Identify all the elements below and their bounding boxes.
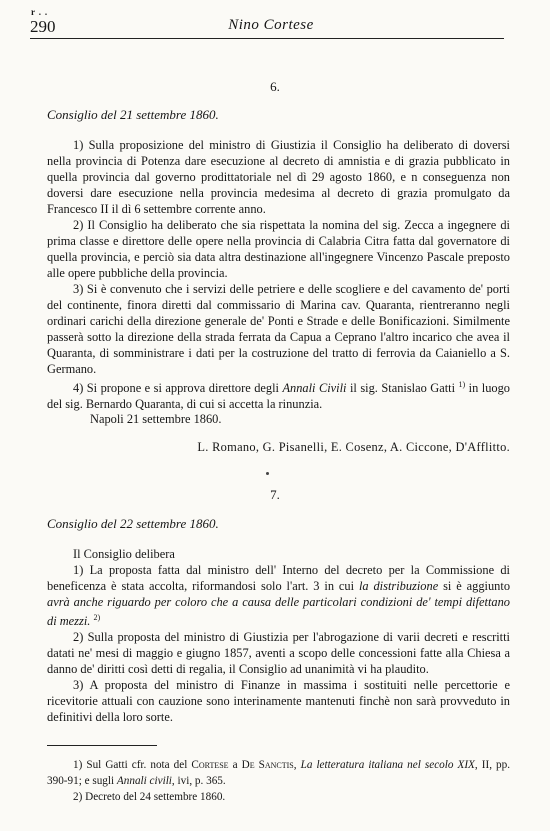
author-name: Cortese — [191, 759, 229, 771]
page-header — [30, 7, 512, 40]
paragraph-7-2: 2) Sulla proposta del ministro di Giustizia per l'abrogazione di varii decreti e rescritti datati ne' mesi di maggio e giugno 1857, aventi a scopo delle concessioni fatte alla Chiesa a danno de' diritti così detti di regalia, il Consiglio ad unanimità vi ha plaudito. — [47, 630, 510, 677]
printer-mark: r . . — [31, 7, 49, 17]
italic-run: avrà anche riguardo per coloro che a causa delle particolari condizioni de' tempi difettano di mezzi. — [47, 595, 510, 629]
separator-dot — [266, 472, 269, 475]
page-number: 290 — [30, 17, 56, 36]
text-run: il sig. Stanislao Gatti — [346, 381, 459, 396]
text-run: si è aggiunto — [438, 579, 511, 593]
text-run: , — [293, 759, 301, 771]
place-date: Napoli 21 settembre 1860. — [90, 412, 222, 426]
section-number-6: 6. — [270, 79, 280, 94]
intro-line: Il Consiglio delibera — [73, 547, 175, 561]
paragraph-7-3: 3) A proposta del ministro di Finanze in massima i sostituiti nelle percettorie e ricevitorie attuali con cauzione sono interinamente mantenuti finchè non sarà provveduto in definitivi della loro sorte. — [47, 678, 510, 725]
journal-title: Annali Civili — [282, 381, 347, 396]
section-number-7: 7. — [270, 487, 280, 502]
running-head: Nino Cortese — [228, 17, 314, 33]
footnote-2: 2) Decreto del 24 settembre 1860. — [73, 791, 226, 803]
journal-title: Annali civili — [116, 775, 172, 787]
text-run: 1) Sul Gatti cfr. nota del — [73, 759, 192, 771]
footnote-ref-1: 1) — [458, 380, 466, 389]
author-name: De Sanctis — [241, 759, 294, 771]
footnote-ref-2: 2) — [93, 613, 101, 622]
book-title: La letteratura italiana nel secolo XIX — [300, 759, 475, 771]
text-run: 4) Si propone e si approva direttore degli — [73, 381, 283, 396]
paragraph-6-2: 2) Il Consiglio ha deliberato che sia rispettata la nomina del sig. Zecca a ingegnere di prima classe e direttore delle opere nella provincia di Calabria Citra fatta dal governatore di quella provincia, e perciò sia data altra destinazione all'ingegnere Vincenzo Pascale preposto alle opere pubbliche della provincia. — [47, 218, 510, 280]
paragraph-6-3: 3) Si è convenuto che i servizi delle petriere e delle scogliere e del cavamento de' porti del continente, finora diretti dal commissario di Marina cav. Quaranta, rientreranno negli ordinari carichi della direzione generale de' Ponti e Strade e delle Bonificazioni. Similmente passerà sotto la direzione della strada ferrata da Capua a Ceprano l'altro incarico che avea il Quaranta, di somministrare i dati per la costruzione del tratto di ferrovia da Caianiello a S. Germano. — [47, 282, 510, 376]
footnote-rule — [47, 745, 157, 746]
text-run: in luogo del sig. Bernardo Quaranta, di cui si accetta la rinunzia. — [47, 381, 510, 412]
header-rule — [30, 38, 504, 39]
italic-run: la distribuzione — [358, 579, 439, 593]
paragraph-6-4 — [47, 377, 510, 412]
text-run: a — [228, 759, 242, 771]
signatures: L. Romano, G. Pisanelli, E. Cosenz, A. Ciccone, D'Afflitto. — [197, 440, 510, 454]
paragraph-7-1 — [47, 562, 510, 629]
text-run: 1) La proposta fatta dal ministro dell' Interno del decreto per la Commissione di beneficenza è stata accolta, riformandosi solo l'art. 3 in cui — [47, 563, 510, 593]
session-7-body — [47, 546, 510, 725]
text-run: , II, pp. 390-91; e sugli — [47, 759, 511, 787]
paragraph-6-1: 1) Sulla proposizione del ministro di Giustizia il Consiglio ha deliberato di doversi nella provincia di Potenza dare esecuzione al decreto di amnistia e di grazia pubblicato in quella provincia dal governo prodittatoriale nel dì 29 agosto 1860, e n conseguenza non doversi dare esecuzione nella provincia medesima al decreto di grazia promulgato da Francesco II il dì 6 settembre corrente anno. — [47, 138, 510, 216]
footnote-1 — [47, 757, 510, 789]
text-run: , ivi, p. 365. — [171, 775, 226, 787]
session-title-7: Consiglio del 22 settembre 1860. — [47, 516, 219, 531]
session-title-6: Consiglio del 21 settembre 1860. — [47, 107, 219, 122]
footnotes — [47, 757, 510, 805]
session-6-body — [47, 137, 510, 412]
